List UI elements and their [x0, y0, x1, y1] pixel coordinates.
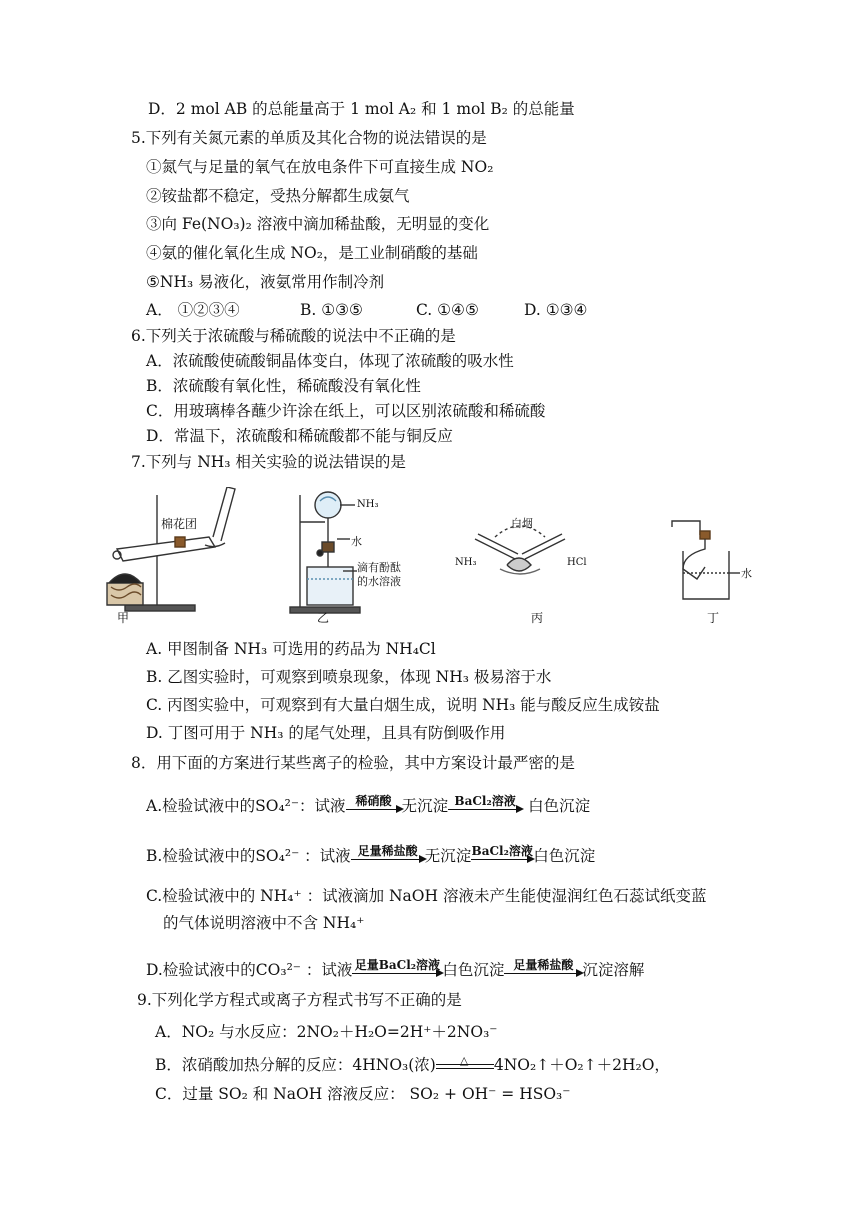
q8-option-a — [146, 796, 590, 816]
q5-stem: 5.下列有关氮元素的单质及其化合物的说法错误的是 — [131, 129, 487, 147]
q8-a-mid: 无沉淀 — [401, 797, 449, 815]
apparatus-bing — [475, 526, 565, 574]
q8-d-prefix: D.检验试液中的CO₃²⁻ ：试液 — [146, 961, 353, 979]
q6-option-a: A．浓硫酸使硫酸铜晶体变白，体现了浓硫酸的吸水性 — [146, 352, 514, 370]
label-water-2: 水 — [741, 567, 752, 580]
q5-option-d: D. ①③④ — [524, 301, 588, 319]
reaction-arrow — [346, 795, 402, 810]
reaction-arrow — [504, 959, 582, 974]
label-phenol-1: 滴有酚酞 — [357, 561, 401, 574]
q8-option-c-line1: C.检验试液中的 NH₄⁺ ：试液滴加 NaOH 溶液未产生能使湿润红色石蕊试纸变蓝 — [146, 887, 707, 905]
label-nh3: NH₃ — [357, 499, 379, 510]
q8-b-prefix: B.检验试液中的SO₄²⁻ ：试液 — [146, 847, 351, 865]
q8-b-end: 白色沉淀 — [533, 847, 596, 865]
q7-option-b: B. 乙图实验时，可观察到喷泉现象，体现 NH₃ 极易溶于水 — [146, 668, 552, 686]
q6-stem: 6.下列关于浓硫酸与稀硫酸的说法中不正确的是 — [131, 327, 456, 345]
label-nh3-b: NH₃ — [455, 557, 477, 568]
q8-d-mid: 白色沉淀 — [442, 961, 505, 979]
arrow-reagent: BaCl₂溶液 — [454, 794, 516, 808]
q8-a-prefix: A.检验试液中的SO₄²⁻：试液 — [146, 797, 346, 815]
q5-option-c: C. ①④⑤ — [416, 301, 479, 319]
caption-ding: 丁 — [707, 611, 720, 625]
heat-symbol: △ — [459, 1054, 469, 1067]
q7-option-a: A. 甲图制备 NH₃ 可选用的药品为 NH₄Cl — [146, 640, 436, 658]
q7-option-d: D. 丁图可用于 NH₃ 的尾气处理，且具有防倒吸作用 — [146, 724, 506, 742]
apparatus-yi — [290, 492, 360, 613]
q9-stem: 9.下列化学方程式或离子方程式书写不正确的是 — [137, 991, 462, 1009]
double-line-arrow — [436, 1054, 494, 1073]
q8-stem: 8．用下面的方案进行某些离子的检验，其中方案设计最严密的是 — [131, 754, 575, 772]
q8-option-c-line2: 的气体说明溶液中不含 NH₄⁺ — [163, 914, 365, 932]
q9-b-prefix: B．浓硝酸加热分解的反应：4HNO₃(浓) — [155, 1056, 436, 1074]
arrow-reagent: 足量稀盐酸 — [357, 844, 418, 858]
q8-option-d — [146, 960, 644, 980]
label-water: 水 — [351, 535, 362, 548]
q7-apparatus-figure — [95, 487, 775, 627]
q6-option-b: B．浓硫酸有氧化性，稀硫酸没有氧化性 — [146, 377, 421, 395]
q8-option-b — [146, 846, 595, 866]
reaction-arrow — [471, 845, 533, 860]
label-phenol-2: 的水溶液 — [357, 575, 401, 588]
caption-bing: 丙 — [531, 611, 544, 625]
arrow-reagent: 足量稀盐酸 — [513, 958, 574, 972]
label-cotton: 棉花团 — [161, 517, 198, 531]
q5-statement-2: ②铵盐都不稳定，受热分解都生成氨气 — [146, 187, 410, 205]
q9-option-a: A．NO₂ 与水反应：2NO₂＋H₂O=2H⁺＋2NO₃⁻ — [155, 1023, 498, 1041]
q6-option-c: C．用玻璃棒各蘸少许涂在纸上，可以区别浓硫酸和稀硫酸 — [146, 402, 546, 420]
q5-statement-3: ③向 Fe(NO₃)₂ 溶液中滴加稀盐酸，无明显的变化 — [146, 215, 490, 233]
q7-stem: 7.下列与 NH₃ 相关实验的说法错误的是 — [131, 453, 406, 471]
arrow-reagent: 稀硝酸 — [355, 794, 392, 808]
q6-option-d: D．常温下，浓硫酸和稀硫酸都不能与铜反应 — [146, 427, 453, 445]
q8-a-end: 白色沉淀 — [528, 797, 591, 815]
q5-statement-1: ①氮气与足量的氧气在放电条件下可直接生成 NO₂ — [146, 158, 494, 176]
q9-b-suffix: 4NO₂↑＋O₂↑＋2H₂O， — [493, 1056, 670, 1074]
caption-jia: 甲 — [117, 611, 130, 625]
q5-option-a: A． ①②③④ — [146, 301, 240, 319]
q8-d-end: 沉淀溶解 — [582, 961, 645, 979]
apparatus-jia — [107, 487, 235, 611]
arrow-reagent: BaCl₂溶液 — [471, 844, 533, 858]
q5-statement-5: ⑤NH₃ 易液化，液氨常用作制冷剂 — [146, 273, 385, 291]
q8-b-mid: 无沉淀 — [424, 847, 472, 865]
q4-option-d: D．2 mol AB 的总能量高于 1 mol A₂ 和 1 mol B₂ 的总能量 — [148, 100, 575, 118]
q5-statement-4: ④氨的催化氧化生成 NO₂，是工业制硝酸的基础 — [146, 244, 478, 262]
q9-option-c: C．过量 SO₂ 和 NaOH 溶液反应： SO₂ + OH⁻ = HSO₃⁻ — [155, 1085, 571, 1103]
reaction-arrow — [448, 795, 522, 810]
caption-yi: 乙 — [317, 611, 330, 625]
label-hcl: HCl — [567, 557, 587, 568]
reaction-arrow — [352, 959, 442, 974]
q9-option-b — [155, 1055, 670, 1075]
q7-option-c: C. 丙图实验中，可观察到有大量白烟生成，说明 NH₃ 能与酸反应生成铵盐 — [146, 696, 660, 714]
q5-option-b: B. ①③⑤ — [300, 301, 363, 319]
label-smoke: 白烟 — [511, 517, 533, 530]
reaction-arrow — [351, 845, 425, 860]
arrow-reagent: 足量BaCl₂溶液 — [354, 958, 441, 972]
apparatus-ding — [672, 521, 740, 599]
apparatus-drawing — [95, 487, 775, 627]
